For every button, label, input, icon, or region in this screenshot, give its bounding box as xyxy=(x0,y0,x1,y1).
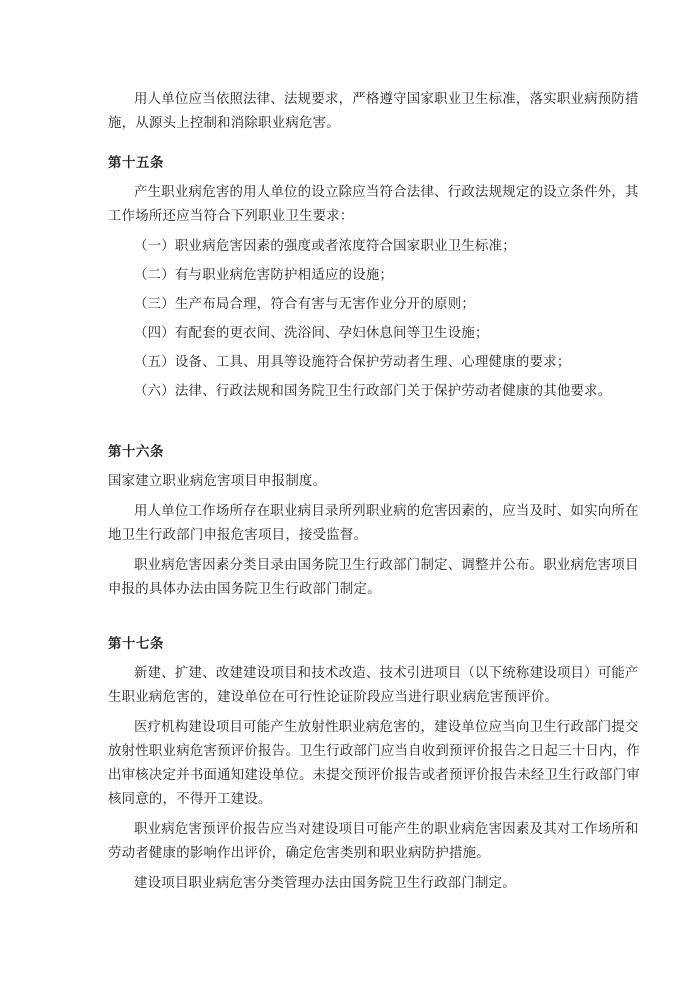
paragraph-line: 用人单位工作场所存在职业病目录所列职业病的危害因素的，应当及时、如实向所在 xyxy=(134,504,639,519)
list-item: （五）设备、工具、用具等设施符合保护劳动者生理、心理健康的要求； xyxy=(134,355,571,370)
article-heading: 第十六条 xyxy=(108,444,164,460)
paragraph-line: 生职业病危害的，建设单位在可行性论证阶段应当进行职业病危害预评价。 xyxy=(108,690,559,705)
list-item: （六）法律、行政法规和国务院卫生行政部门关于保护劳动者健康的其他要求。 xyxy=(134,384,612,399)
list-item: （三）生产布局合理，符合有害与无害作业分开的原则； xyxy=(134,297,476,312)
paragraph-line: 工作场所还应当符合下列职业卫生要求： xyxy=(108,209,354,224)
paragraph-line: 国家建立职业病危害项目申报制度。 xyxy=(108,474,327,489)
paragraph-line: 建设项目职业病危害分类管理办法由国务院卫生行政部门制定。 xyxy=(134,876,516,891)
paragraph-line: 职业病危害因素分类目录由国务院卫生行政部门制定、调整并公布。职业病危害项目 xyxy=(134,558,639,573)
paragraph-line: 产生职业病危害的用人单位的设立除应当符合法律、行政法规规定的设立条件外，其 xyxy=(134,185,639,200)
paragraph-line: 新建、扩建、改建建设项目和技术改造、技术引进项目（以下统称建设项目）可能产 xyxy=(134,666,639,681)
paragraph-line: 职业病危害预评价报告应当对建设项目可能产生的职业病危害因素及其对工作场所和 xyxy=(134,822,639,837)
paragraph-line: 地卫生行政部门申报危害项目，接受监督。 xyxy=(108,528,368,543)
paragraph-line: 核同意的，不得开工建设。 xyxy=(108,792,272,807)
paragraph-line: 用人单位应当依照法律、法规要求，严格遵守国家职业卫生标准，落实职业病预防措 xyxy=(134,92,639,107)
paragraph-line: 医疗机构建设项目可能产生放射性职业病危害的，建设单位应当向卫生行政部门提交 xyxy=(134,720,639,735)
list-item: （四）有配套的更衣间、洗浴间、孕妇休息间等卫生设施； xyxy=(134,326,489,341)
list-item: （一）职业病危害因素的强度或者浓度符合国家职业卫生标准； xyxy=(134,239,516,254)
paragraph-line: 放射性职业病危害预评价报告。卫生行政部门应当自收到预评价报告之日起三十日内，作 xyxy=(108,744,640,759)
list-item: （二）有与职业病危害防护相适应的设施； xyxy=(134,268,394,283)
paragraph-line: 劳动者健康的影响作出评价，确定危害类别和职业病防护措施。 xyxy=(108,846,490,861)
paragraph-line: 申报的具体办法由国务院卫生行政部门制定。 xyxy=(108,582,381,597)
paragraph-line: 施，从源头上控制和消除职业病危害。 xyxy=(108,116,340,131)
article-heading: 第十五条 xyxy=(108,155,164,171)
article-heading: 第十七条 xyxy=(108,636,164,652)
paragraph-line: 出审核决定并书面通知建设单位。未提交预评价报告或者预评价报告未经卫生行政部门审 xyxy=(108,768,640,783)
